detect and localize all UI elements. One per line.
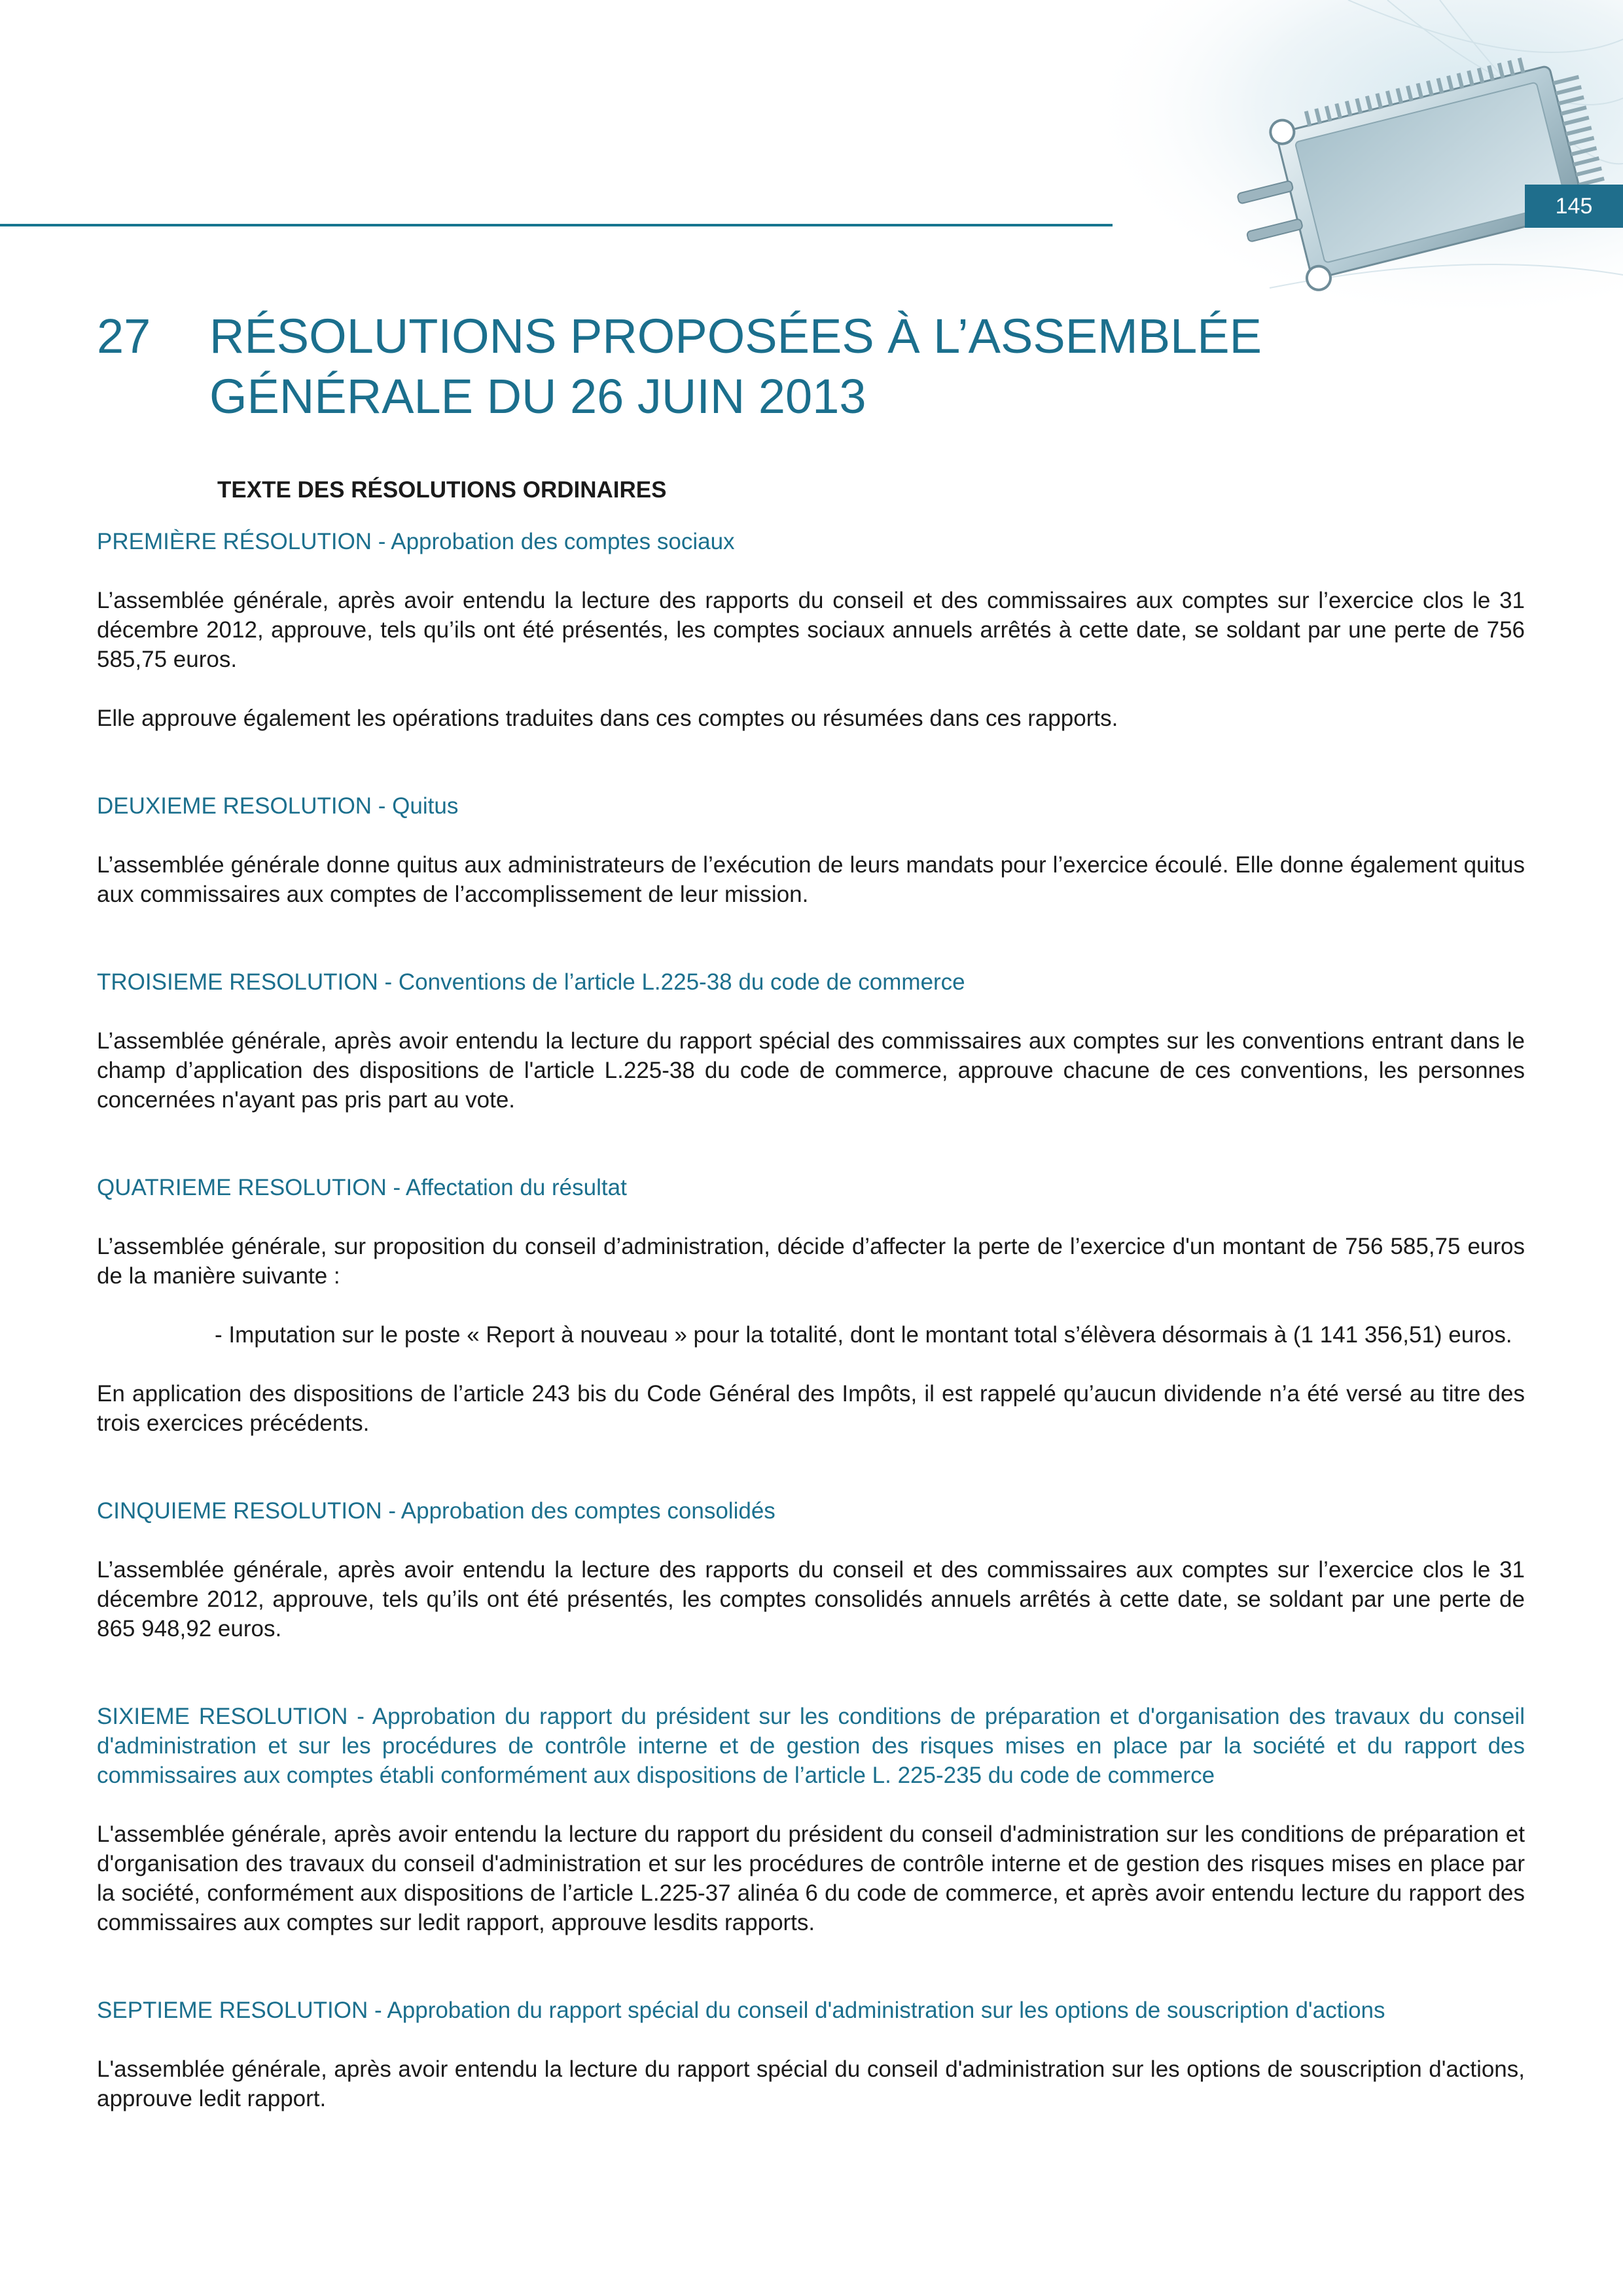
page-number: 145 [1525, 185, 1623, 228]
resolution-text-6: L'assemblée générale, après avoir entendu la lecture du rapport du président du conseil d'administration sur les conditions de préparation et d'organisation des travaux du conseil d'administration et sur les procédures de contrôle interne et de gestion des risques mises en place par la société, conformément aux dispositions de l’article L.225-37 alinéa 6 du code de commerce, et après avoir entendu lecture du rapport des commissaires aux comptes sur ledit rapport, approuve lesdits rapports. [97, 1821, 1525, 1935]
section-subtitle: TEXTE DES RÉSOLUTIONS ORDINAIRES [217, 477, 667, 503]
resolution-heading-2: DEUXIEME RESOLUTION - Quitus [97, 793, 459, 819]
document-body [97, 475, 1525, 2113]
resolution-text-3: L’assemblée générale, après avoir entendu la lecture du rapport spécial des commissaires aux comptes sur les conventions entrant dans le champ d’application des dispositions de l'article L.225-38 du code de commerce, approuve chacune de ces conventions, les personnes concernées n'ayant pas pris part au vote. [97, 1028, 1525, 1113]
resolution-text-7: L'assemblée générale, après avoir entendu la lecture du rapport spécial du conseil d'administration sur les options de souscription d'actions, approuve ledit rapport. [97, 2056, 1525, 2111]
resolution-text-1: L’assemblée générale, après avoir entendu la lecture des rapports du conseil et des commissaires aux comptes sur l’exercice clos le 31 décembre 2012, approuve, tels qu’ils ont été présentés, les comptes sociaux annuels arrêtés à cette date, se soldant par une perte de 756 585,75 euros. [97, 588, 1525, 672]
electronic-component-image [1073, 0, 1623, 308]
resolution-heading-6: SIXIEME RESOLUTION - Approbation du rapport du président sur les conditions de préparation et d'organisation des travaux du conseil d'administration et sur les procédures de contrôle interne et de gestion des risques mises en place par la société et du rapport des commissaires aux comptes établi conformément aux dispositions de l’article L. 225-235 du code de commerce [97, 1704, 1525, 1788]
chapter-title-line-2: GÉNÉRALE DU 26 JUIN 2013 [209, 369, 866, 423]
resolution-text-5: L’assemblée générale, après avoir entendu la lecture des rapports du conseil et des commissaires aux comptes sur l’exercice clos le 31 décembre 2012, approuve, tels qu’ils ont été présentés, les comptes consolidés annuels arrêtés à cette date, se soldant par une perte de 865 948,92 euros. [97, 1557, 1525, 1641]
chapter-number: 27 [97, 309, 151, 363]
chapter-title [209, 306, 1387, 427]
resolution-heading-7: SEPTIEME RESOLUTION - Approbation du rapport spécial du conseil d'administration sur les options de souscription d'actions [97, 1998, 1385, 2023]
chapter-title-line-1: RÉSOLUTIONS PROPOSÉES À L’ASSEMBLÉE [209, 309, 1262, 363]
resolution-text-1b: Elle approuve également les opérations traduites dans ces comptes ou résumées dans ces rapports. [97, 706, 1118, 731]
list-item: - Imputation sur le poste « Report à nouveau » pour la totalité, dont le montant total s’élèvera désormais à (1 141 356,51) euros. [215, 1322, 1512, 1348]
resolution-heading-4: QUATRIEME RESOLUTION - Affectation du résultat [97, 1175, 627, 1200]
resolution-text-4b: En application des dispositions de l’article 243 bis du Code Général des Impôts, il est rappelé qu’aucun dividende n’a été versé au titre des trois exercices précédents. [97, 1381, 1525, 1436]
resolution-heading-5: CINQUIEME RESOLUTION - Approbation des comptes consolidés [97, 1498, 776, 1524]
resolution-text-4: L’assemblée générale, sur proposition du conseil d’administration, décide d’affecter la perte de l’exercice d'un montant de 756 585,75 euros de la manière suivante : [97, 1234, 1525, 1289]
resolution-text-2: L’assemblée générale donne quitus aux administrateurs de l’exécution de leurs mandats pour l’exercice écoulé. Elle donne également quitus aux commissaires aux comptes de l’accomplissement de leur mission. [97, 852, 1525, 907]
resolution-heading-3: TROISIEME RESOLUTION - Conventions de l’article L.225-38 du code de commerce [97, 969, 965, 995]
resolution-heading-1: PREMIÈRE RÉSOLUTION - Approbation des comptes sociaux [97, 529, 735, 554]
header-rule [0, 224, 1113, 226]
